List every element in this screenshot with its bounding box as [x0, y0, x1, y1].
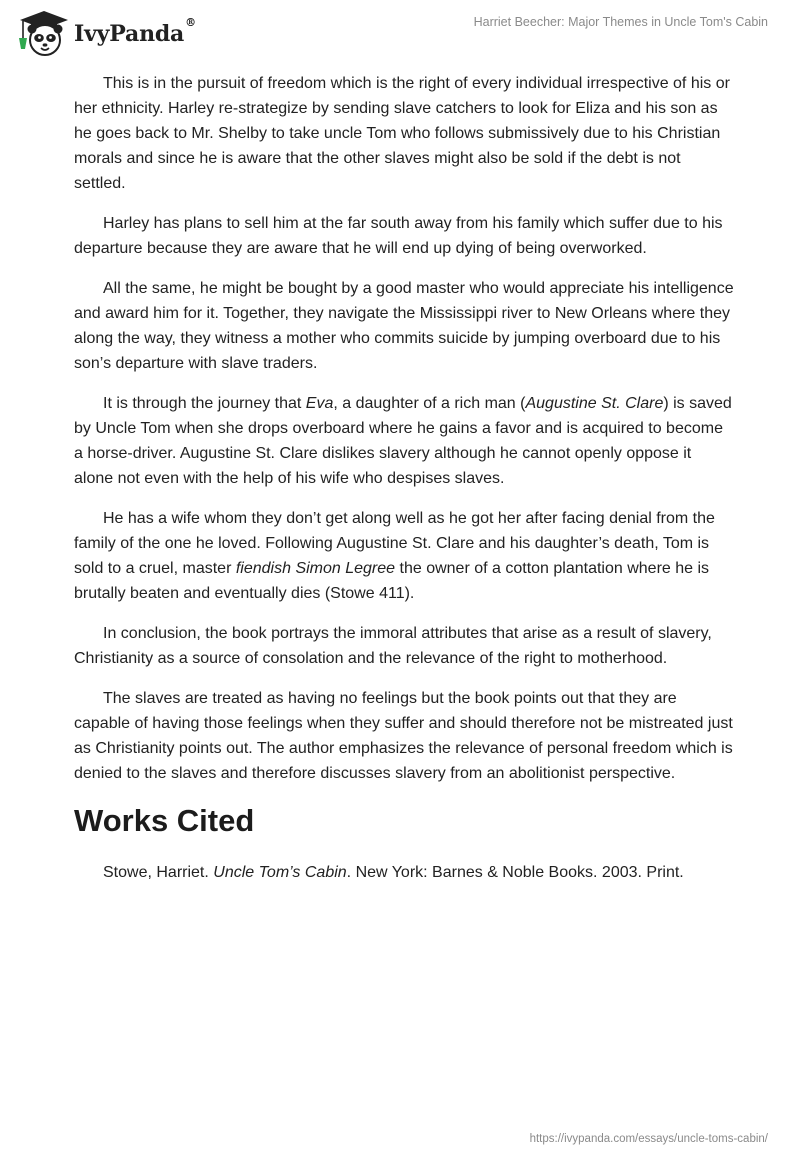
citation-author: Stowe, Harriet. — [103, 864, 214, 881]
paragraph-5-text: He has a wife whom they don’t get along well as he got her after facing denial from the family of the one he loved. Following Augustine St. Clare and his daughter’s death, Tom is sold to a cruel, master — [74, 510, 715, 577]
paragraph-4-text: , a daughter of a rich man ( — [333, 395, 526, 412]
paragraph-7: The slaves are treated as having no feelings but the book points out that they are capable of having those feelings when they suffer and should therefore not be mistreated just as Christianity points out. The author emphasizes the relevance of personal freedom which is denied to the slaves and therefore discusses slavery from an abolitionist perspective. — [74, 690, 733, 782]
character-name-legree: fiendish Simon Legree — [235, 560, 396, 577]
paragraph-5 — [74, 506, 734, 606]
paragraph-3: All the same, he might be bought by a good master who would appreciate his intelligence and award him for it. Together, they navigate the Mississippi river to New Orleans where they along the way, they witness a mother who commits suicide by jumping overboard due to his son’s departure with slave traders. — [74, 280, 734, 372]
citation-title: Uncle Tom’s Cabin — [213, 864, 347, 881]
paragraph-2: Harley has plans to sell him at the far south away from his family which suffer due to his departure because they are aware that he will end up dying of being overworked. — [74, 215, 723, 257]
page-header — [0, 0, 800, 60]
paragraph-4-text: ) is saved by Uncle Tom when she drops overboard where he gains a favor and is acquired to become a horse-driver. Augustine St. Clare dislikes slavery although he cannot openly oppose it alone not even with the help of his wife who despises slaves. — [74, 395, 732, 487]
character-name-eva: Eva — [305, 395, 334, 412]
character-name-augustine: Augustine St. Clare — [525, 395, 664, 412]
essay-body — [74, 71, 734, 900]
paragraph-4-text: It is through the journey that — [103, 395, 306, 412]
source-url[interactable]: https://ivypanda.com/essays/uncle-toms-cabin/ — [529, 1133, 768, 1145]
paragraph-4 — [74, 391, 734, 491]
document-title: Harriet Beecher: Major Themes in Uncle Tom's Cabin — [473, 15, 768, 29]
citation-publisher: . New York: Barnes & Noble Books. 2003. Print. — [346, 864, 684, 881]
panda-graduate-icon — [14, 8, 72, 58]
citation-entry — [74, 860, 734, 885]
paragraph-6: In conclusion, the book portrays the immoral attributes that arise as a result of slavery, Christianity as a source of consolation and the relevance of the right to motherhood. — [74, 625, 712, 667]
works-cited-heading: Works Cited — [74, 803, 255, 838]
paragraph-1: This is in the pursuit of freedom which is the right of every individual irrespective of his or her ethnicity. Harley re-strategize by sending slave catchers to look for Eliza and his son as he goes back to Mr. Shelby to take uncle Tom who follows submissively due to his Christian morals and since he is aware that the other slaves might also be sold if the debt is not settled. — [74, 75, 730, 192]
registered-mark: ® — [185, 16, 196, 29]
logo-wordmark: IvyPanda® — [74, 16, 196, 47]
paragraph-5-text: the owner of a cotton plantation where he is brutally beaten and eventually dies (Stowe 411). — [74, 560, 710, 602]
ivypanda-logo[interactable] — [14, 8, 196, 58]
